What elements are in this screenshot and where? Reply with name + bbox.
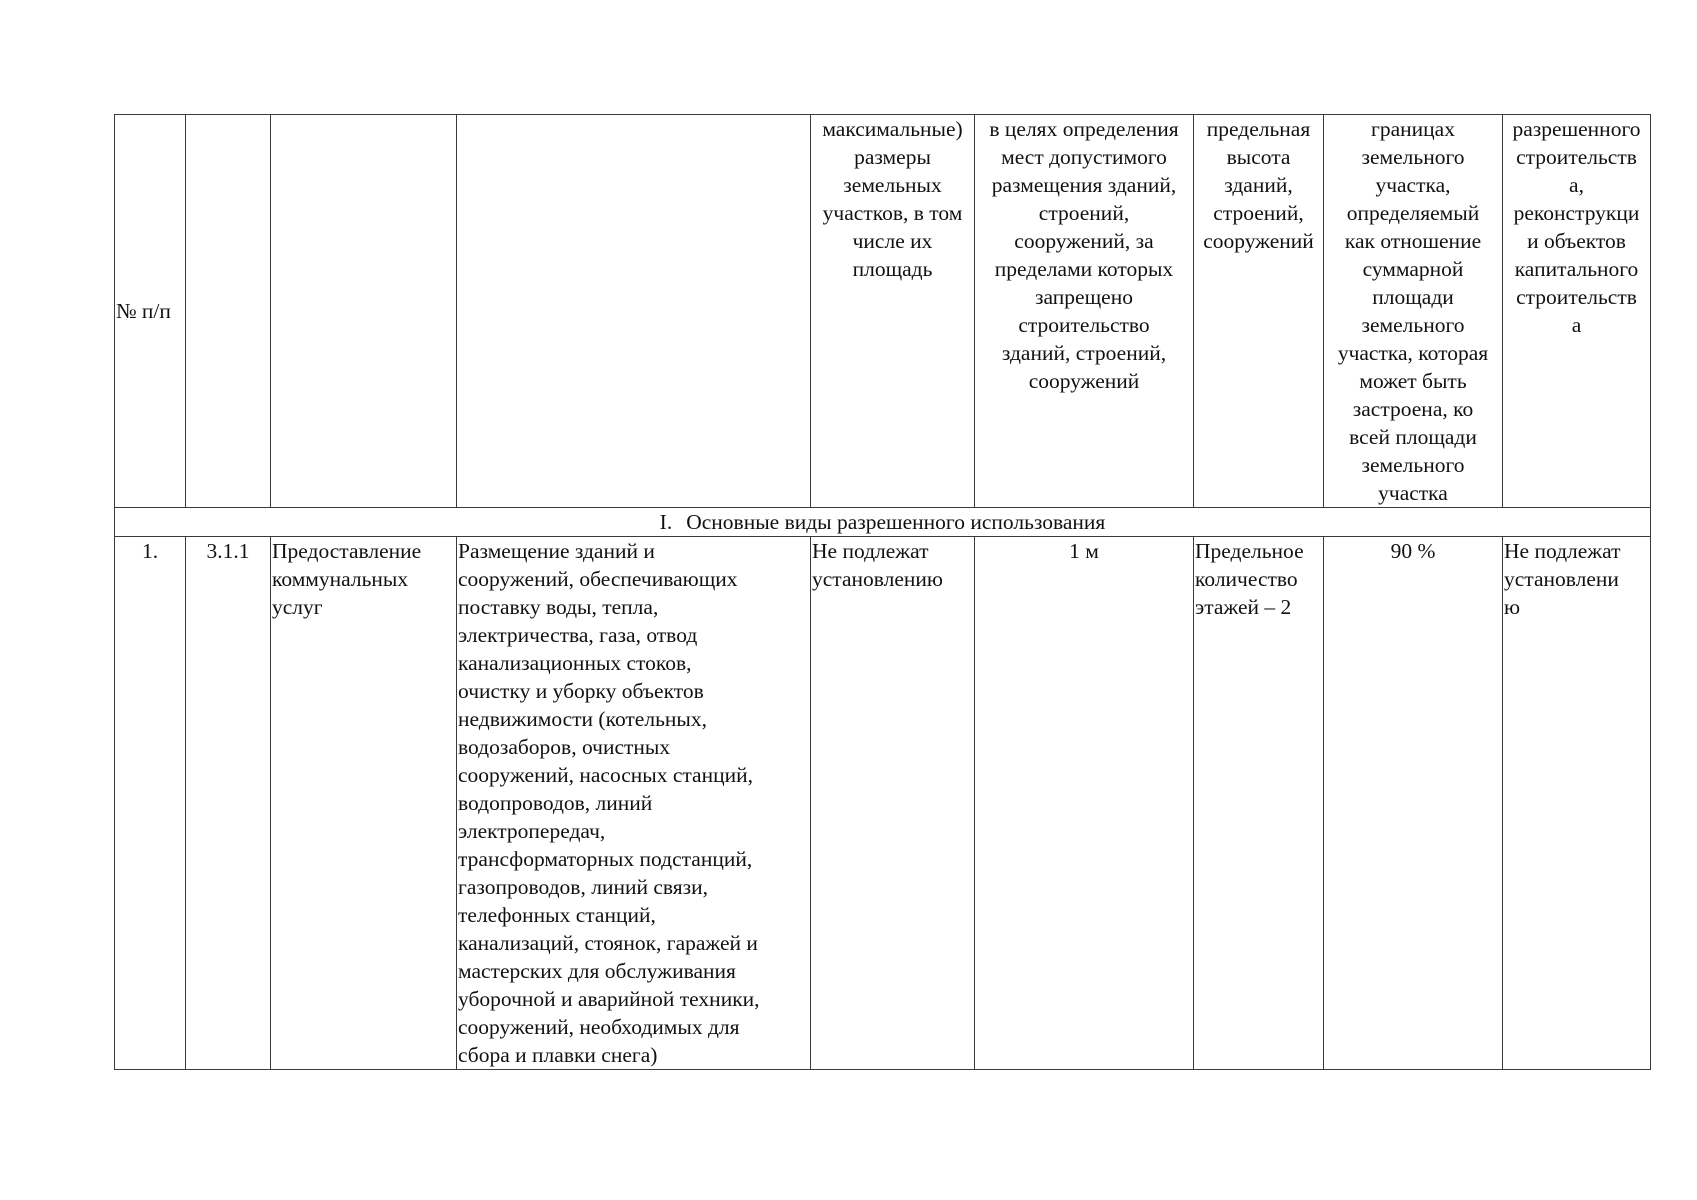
section-number: I. [659, 510, 673, 534]
row-setback-cell [975, 537, 1194, 1070]
row-description-cell [457, 537, 811, 1070]
header-cell-height [1194, 115, 1324, 508]
header-other-text: разрешенного строительств а, реконструкци и объектов капитального строительств а [1512, 117, 1641, 337]
table-row [115, 537, 1651, 1070]
row-other: Не подлежат установлени ю [1504, 539, 1621, 619]
section-heading-row [115, 508, 1651, 537]
table-header-row [115, 115, 1651, 508]
header-cell-number [115, 115, 186, 508]
header-cell-coverage [1324, 115, 1503, 508]
document-page [114, 114, 1650, 1070]
header-height-text: предельная высота зданий, строений, сооружений [1203, 117, 1314, 253]
row-name: Предоставление коммунальных услуг [272, 539, 422, 619]
zoning-regulations-table [114, 114, 1651, 1070]
row-number-cell [115, 537, 186, 1070]
row-code: 3.1.1 [206, 539, 250, 563]
row-height-cell [1194, 537, 1324, 1070]
row-coverage: 90 % [1390, 539, 1436, 563]
section-title: Основные виды разрешенного использования [686, 510, 1106, 534]
header-setback-text: в целях определения мест допустимого размещения зданий, строений, сооружений, за пределами которых запрещено строительство зданий, строений, сооружений [989, 117, 1179, 393]
header-cell-land-size [811, 115, 975, 508]
header-land-size-text: максимальные) размеры земельных участков, в том числе их площадь [822, 117, 963, 281]
row-land-size: Не подлежат установлению [812, 539, 943, 591]
row-height: Предельное количество этажей – 2 [1195, 539, 1304, 619]
header-number-text: № п/п [116, 299, 171, 323]
header-coverage-text: границах земельного участка, определяемый как отношение суммарной площади земельного участка, которая может быть застроена, ко всей площади земельного участка [1337, 117, 1489, 505]
header-cell-setback [975, 115, 1194, 508]
header-cell-other [1503, 115, 1651, 508]
row-coverage-cell [1324, 537, 1503, 1070]
section-heading [115, 508, 1651, 537]
row-land-size-cell [811, 537, 975, 1070]
row-description: Размещение зданий и сооружений, обеспечивающих поставку воды, тепла, электричества, газа, отвод канализационных стоков, очистку и уборку объектов недвижимости (котельных, водозаборов, очистных сооружений, насосных станций, водопроводов, линий электропередач, трансформаторных подстанций, газопроводов, линий связи, телефонных станций, канализаций, стоянок, гаражей и мастерских для обслуживания уборочной и аварийной техники, сооружений, необходимых для сбора и плавки снега) [458, 539, 760, 1067]
header-cell-description [457, 115, 811, 508]
row-name-cell [271, 537, 457, 1070]
row-setback: 1 м [1069, 539, 1099, 563]
header-cell-code [186, 115, 271, 508]
row-code-cell [186, 537, 271, 1070]
row-other-cell [1503, 537, 1651, 1070]
header-cell-name [271, 115, 457, 508]
row-number: 1. [141, 539, 159, 563]
